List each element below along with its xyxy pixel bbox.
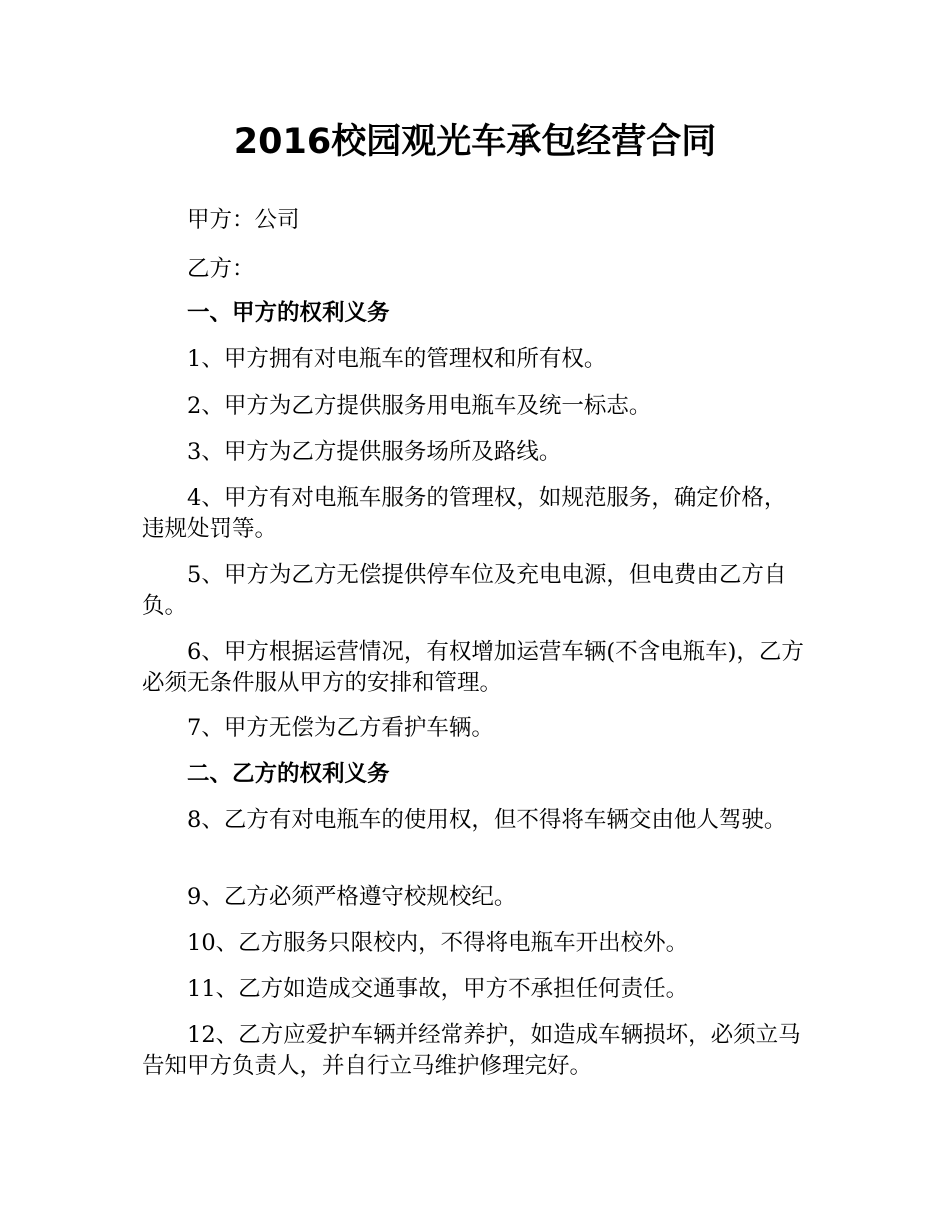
clause-4: 4、甲方有对电瓶车服务的管理权，如规范服务，确定价格，违规处罚等。	[142, 485, 787, 542]
document-title: 2016校园观光车承包经营合同	[233, 122, 717, 162]
clause-1: 1、甲方拥有对电瓶车的管理权和所有权。	[187, 346, 607, 372]
clause-6: 6、甲方根据运营情况，有权增加运营车辆(不含电瓶车)，乙方必须无条件服从甲方的安排和管理。	[142, 639, 804, 696]
clause-2: 2、甲方为乙方提供服务用电瓶车及统一标志。	[187, 393, 652, 419]
section-heading-party-a: 一、甲方的权利义务	[187, 300, 390, 326]
clause-5: 5、甲方为乙方无偿提供停车位及充电电源，但电费由乙方自负。	[142, 562, 787, 619]
section-heading-party-b: 二、乙方的权利义务	[187, 761, 390, 787]
clause-11: 11、乙方如造成交通事故，甲方不承担任何责任。	[187, 976, 689, 1002]
party-b-line: 乙方：	[187, 256, 255, 282]
clause-12: 12、乙方应爱护车辆并经常养护，如造成车辆损坏，必须立马告知甲方负责人，并自行立马维护修理完好。	[142, 1022, 801, 1079]
party-a-line: 甲方：公司	[187, 207, 300, 233]
clause-7: 7、甲方无偿为乙方看护车辆。	[187, 715, 494, 741]
clause-10: 10、乙方服务只限校内，不得将电瓶车开出校外。	[187, 930, 689, 956]
clause-3: 3、甲方为乙方提供服务场所及路线。	[187, 439, 562, 465]
clause-8: 8、乙方有对电瓶车的使用权，但不得将车辆交由他人驾驶。	[187, 807, 787, 833]
clause-9: 9、乙方必须严格遵守校规校纪。	[187, 884, 517, 910]
